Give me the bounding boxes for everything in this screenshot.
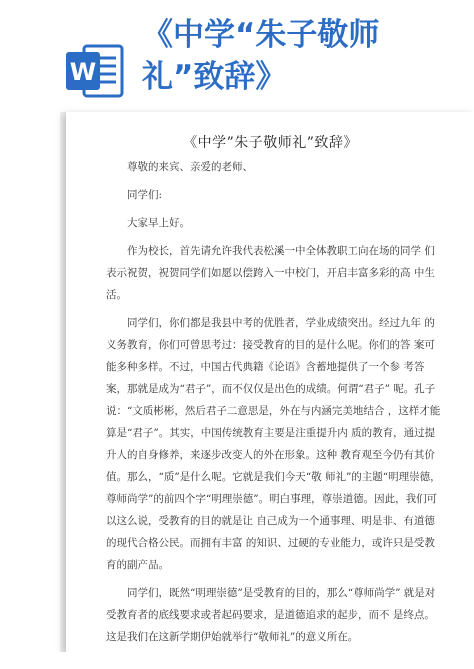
paragraph: 作为校长，首先请允许我代表松溪一中全体教职工向在场的同学 们表示祝贺，祝贺同学们如愿以偿跨入一中校门，开启丰富多彩的高 中生活。: [106, 245, 435, 301]
header-banner: [0, 0, 474, 112]
page-title: [142, 14, 467, 98]
salutation-line: 尊敬的来宾、亲爱的老师、: [127, 161, 253, 173]
document-title: 《中学”朱子敬师礼”致辞》: [183, 135, 358, 151]
footer-blank: [0, 652, 474, 669]
title-line-2: 礼”致辞》: [142, 59, 287, 95]
title-line-1: 《中学“朱子敬师: [142, 17, 380, 53]
paragraph: 同学们，既然“明理崇德”是受教育的目的，那么“尊师尚学” 就是对受教育者的底线要求或者起码要求，是道德追求的起步，而不 是终点。这是我们在这新学期伊始就举行“敬师礼”的意义所在。: [106, 587, 436, 643]
document-page: [66, 112, 474, 652]
word-document-icon: [64, 40, 126, 102]
salutation-line-2: 同学们:: [127, 189, 163, 201]
logo-letter: W: [69, 58, 97, 86]
greeting-line: 大家早上好。: [127, 217, 190, 229]
paragraph: 同学们，你们都是我县中考的优胜者，学业成绩突出。经过九年 的义务教育，你们可曾思考过：接受教育的目的是什么呢。你们的答 案可能多种多样。不过，中国古代典籍《论语》含蓄地提供了一个参 考答案，那就是成为“君子”，而不仅仅是出色的成绩。何谓“君子” 呢。孔子说：“文质彬彬，然后君子二意思是，外在与内涵完美地结合 ，这样才能算是“君子”。其实，中国传统教育主要是注重提升内 质的教育，通过提升人的自身修养，来逐步改变人的外在形象。这种 教育观至今仍有其价值。那么，“质”是什么呢。它就是我们今天“敬 师礼”的主题“明理崇德，尊师尚学”的前四个字“明理崇德”。明白事理，尊崇道德。因此，我们可以这么说，受教育的目的就是让 自己成为一个通事理、明是非、有道德的现代合格公民。而拥有丰富 的知识、过硬的专业能力，或许只是受教育的副产品。: [106, 317, 441, 571]
document-body: [106, 156, 441, 648]
